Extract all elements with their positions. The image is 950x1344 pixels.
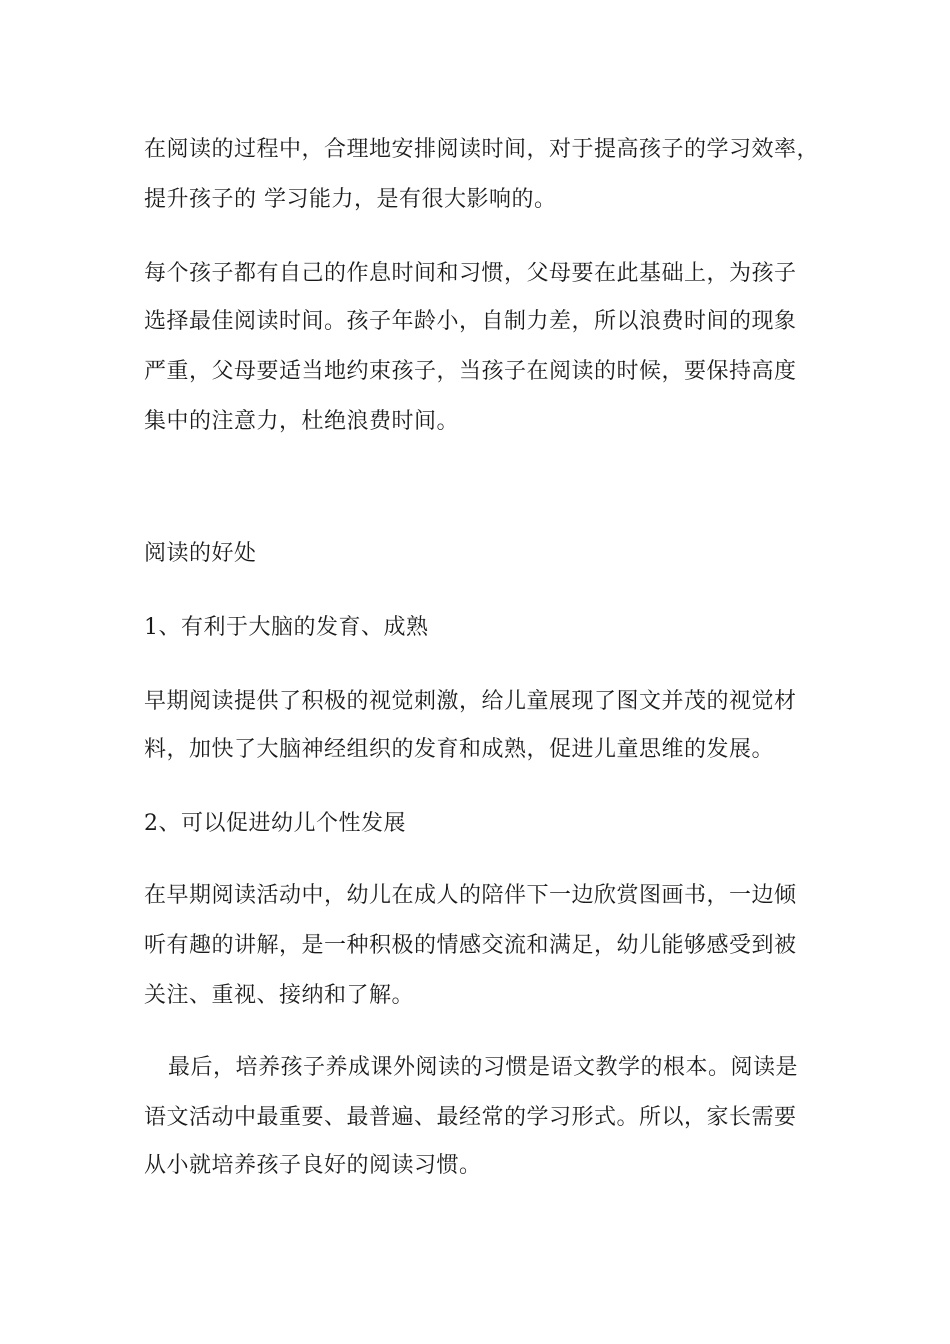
paragraph-1-line-2: 提升孩子的 学习能力，是有很大影响的。 bbox=[144, 187, 557, 212]
item-2-title: 2、可以促进幼儿个性发展 bbox=[144, 811, 406, 836]
paragraph-1-line-1: 在阅读的过程中，合理地安排阅读时间，对于提高孩子的学习效率， bbox=[144, 137, 820, 162]
paragraph-4-line-2: 听有趣的讲解，是一种积极的情感交流和满足，幼儿能够感受到被 bbox=[144, 933, 797, 958]
paragraph-4-line-3: 关注、重视、接纳和了解。 bbox=[144, 983, 415, 1008]
paragraph-5-line-1: 最后，培养孩子养成课外阅读的习惯是语文教学的根本。阅读是 bbox=[168, 1055, 799, 1080]
paragraph-3-line-2: 料，加快了大脑神经组织的发育和成熟，促进儿童思维的发展。 bbox=[144, 737, 775, 762]
paragraph-5-line-2: 语文活动中最重要、最普遍、最经常的学习形式。所以，家长需要 bbox=[144, 1105, 797, 1130]
paragraph-2-line-1: 每个孩子都有自己的作息时间和习惯，父母要在此基础上，为孩子 bbox=[144, 261, 797, 286]
paragraph-3-line-1: 早期阅读提供了积极的视觉刺激，给儿童展现了图文并茂的视觉材 bbox=[144, 689, 797, 714]
section-heading: 阅读的好处 bbox=[144, 541, 257, 566]
item-1-title: 1、有利于大脑的发育、成熟 bbox=[144, 615, 429, 640]
paragraph-2-line-3: 严重，父母要适当地约束孩子，当孩子在阅读的时候，要保持高度 bbox=[144, 359, 797, 384]
paragraph-2-line-2: 选择最佳阅读时间。孩子年龄小，自制力差，所以浪费时间的现象 bbox=[144, 309, 797, 334]
paragraph-4-line-1: 在早期阅读活动中，幼儿在成人的陪伴下一边欣赏图画书，一边倾 bbox=[144, 883, 797, 908]
paragraph-2-line-4: 集中的注意力，杜绝浪费时间。 bbox=[144, 409, 460, 434]
paragraph-5-line-3: 从小就培养孩子良好的阅读习惯。 bbox=[144, 1153, 482, 1178]
